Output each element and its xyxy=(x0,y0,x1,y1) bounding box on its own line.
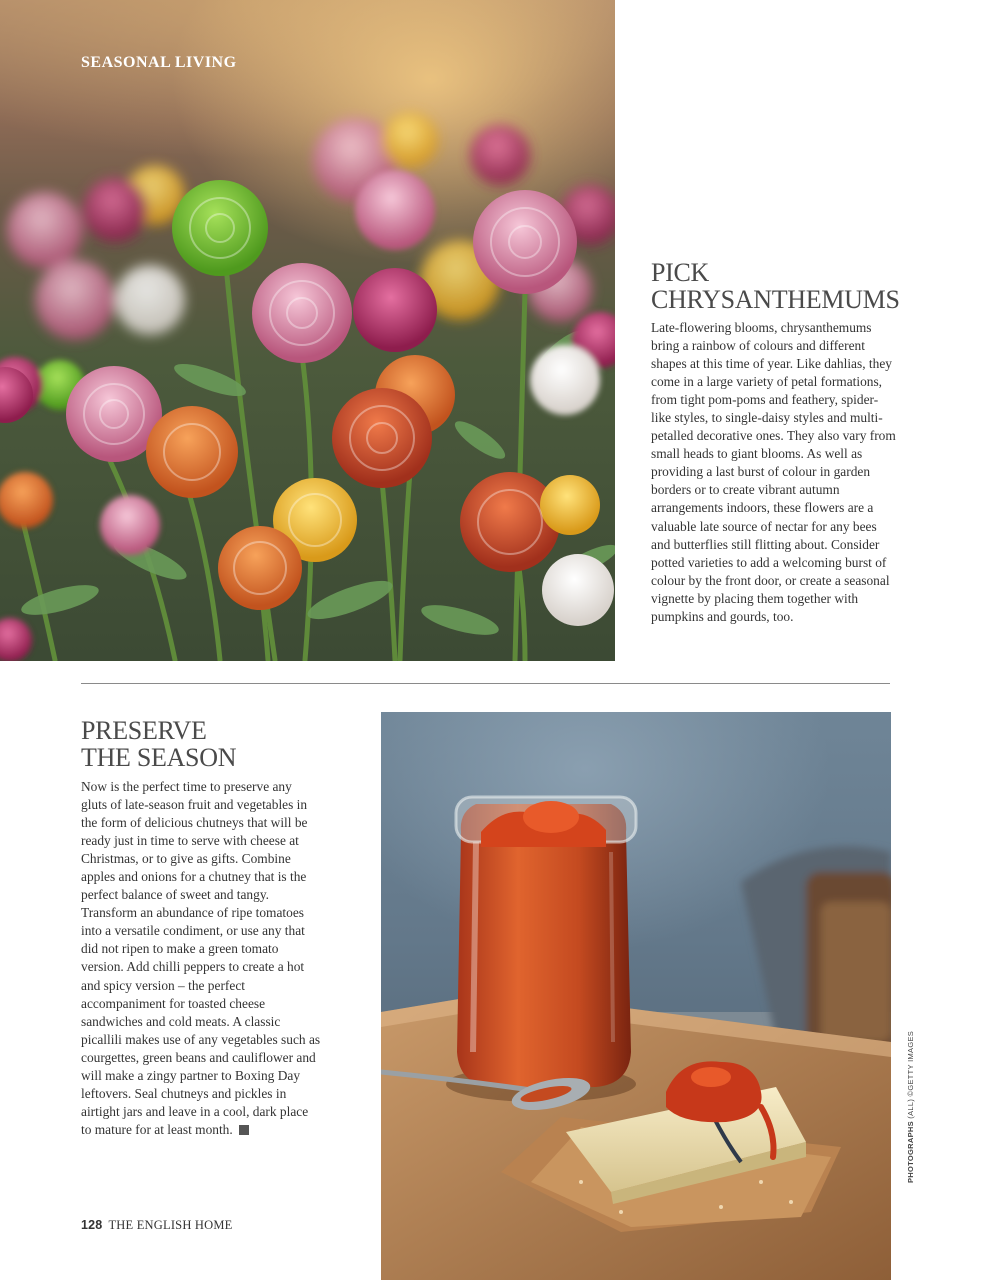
section-kicker: SEASONAL LIVING xyxy=(81,54,237,71)
credit-detail: (ALL) ©GETTY IMAGES xyxy=(906,1030,915,1119)
section-divider xyxy=(81,683,890,684)
headline-line: THE SEASON xyxy=(81,743,237,772)
preserve-season-headline xyxy=(81,717,381,771)
page-folio xyxy=(81,1218,233,1233)
article-end-mark xyxy=(239,1125,249,1135)
magazine-name: THE ENGLISH HOME xyxy=(108,1218,233,1232)
chrysanthemum-illustration xyxy=(0,0,615,661)
chutney-illustration xyxy=(381,712,891,1280)
headline-line: CHRYSANTHEMUMS xyxy=(651,285,900,314)
pick-chrysanthemums-body: Late-flowering blooms, chrysanthemums bring a rainbow of colours and different shapes at this time of year. Like dahlias, they come in a large variety of petal formations, from tight pom-poms and feathery, spider-like styles, to single-daisy styles and multi-petalled decorative ones. They also vary from small heads to giant blooms. As well as providing a last burst of colour in garden borders or to create vibrant autumn arrangements indoors, these flowers are a valuable late source of nectar for any bees and butterflies still flitting about. Consider potted varieties to add a welcoming burst of colour by the front door, or create a seasonal vignette by placing them together with pumpkins and gourds, too. xyxy=(651,320,896,624)
page-number: 128 xyxy=(81,1218,103,1232)
headline-line: PICK xyxy=(651,258,710,287)
headline-line: PRESERVE xyxy=(81,716,207,745)
photo-credit xyxy=(906,1031,915,1183)
pick-chrysanthemums-headline xyxy=(651,259,951,313)
chrysanthemum-photo xyxy=(0,0,615,661)
preserve-body-text: Now is the perfect time to preserve any gluts of late-season fruit and vegetables in the form of delicious chutneys that will be ready just in time to serve with cheese at Christmas, or to give as gifts. Combine apples and onions for a chutney that is the perfect balance of sweet and tangy. Transform an abundance of ripe tomatoes into a versatile condiment, or use any that did not ripen to make a green tomato version. Add chilli peppers to create a hot and spicy version – the perfect accompaniment for toasted cheese sandwiches and cold meats. A classic picallili makes use of any vegetables such as courgettes, green beans and cauliflower and will make a zingy partner to Boxing Day leftovers. Seal chutneys and pickles in airtight jars and leave in a cool, dark place to mature for at least month. xyxy=(81,779,321,1137)
chutney-photo xyxy=(381,712,891,1280)
preserve-season-body xyxy=(81,778,321,1139)
credit-label: PHOTOGRAPHS xyxy=(906,1121,915,1183)
